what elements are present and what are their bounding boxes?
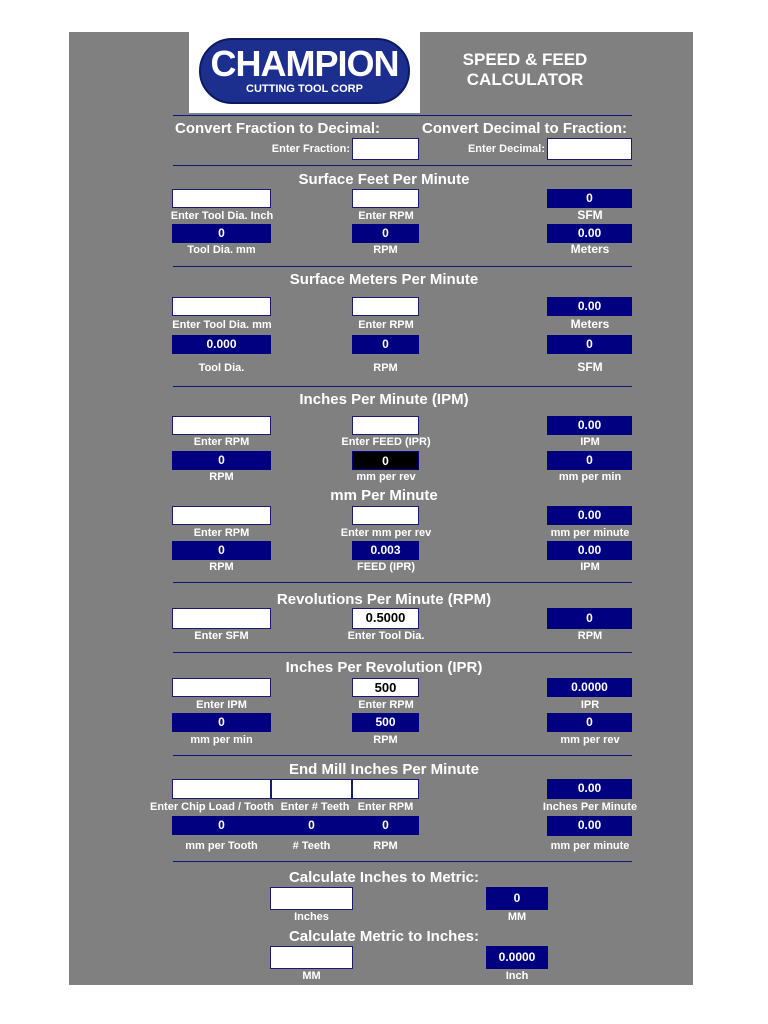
rpm-result: 0 bbox=[547, 608, 632, 629]
mmpm-mm-per-minute-result: 0.00 bbox=[547, 506, 632, 525]
smm-sfm-label: SFM bbox=[577, 360, 603, 374]
smm-sfm-result: 0 bbox=[547, 335, 632, 354]
ipm-rpm-result: 0 bbox=[172, 451, 271, 470]
sfm-rpm-result: 0 bbox=[352, 224, 419, 243]
divider bbox=[173, 386, 632, 387]
endmill-chip-load-label: Enter Chip Load / Tooth bbox=[150, 801, 274, 813]
metric-to-inch-input-label: MM bbox=[302, 970, 321, 982]
endmill-rpm-input[interactable] bbox=[352, 779, 419, 799]
ipm-rpm-input-label: Enter RPM bbox=[193, 436, 250, 448]
ipr-section-title: Inches Per Revolution (IPR) bbox=[285, 659, 483, 676]
ipm-rpm-label: RPM bbox=[209, 471, 234, 483]
ipm-mm-per-min-label: mm per min bbox=[558, 471, 622, 483]
ipr-rpm-input[interactable]: 500 bbox=[352, 678, 419, 697]
logo-subtitle: CUTTING TOOL CORP bbox=[246, 83, 363, 95]
mmpm-rpm-input[interactable] bbox=[172, 506, 271, 525]
ipr-result-label: IPR bbox=[580, 699, 600, 711]
ipr-mm-per-rev-label: mm per rev bbox=[560, 734, 620, 746]
mmpm-rpm-input-label: Enter RPM bbox=[193, 527, 250, 539]
mmpm-ipm-label: IPM bbox=[580, 561, 600, 573]
enter-fraction-label: Enter Fraction: bbox=[271, 143, 350, 155]
mmpm-ipm-result: 0.00 bbox=[547, 541, 632, 560]
fraction-input[interactable] bbox=[352, 138, 419, 160]
smm-tool-dia-result: 0.000 bbox=[172, 335, 271, 354]
endmill-rpm-input-label: Enter RPM bbox=[357, 801, 414, 813]
endmill-mm-per-tooth-result: 0 bbox=[172, 816, 271, 835]
ipr-mm-per-rev-result: 0 bbox=[547, 713, 632, 732]
ipm-feed-input[interactable] bbox=[352, 416, 419, 435]
ipm-mm-per-rev-label: mm per rev bbox=[356, 471, 416, 483]
divider bbox=[173, 652, 632, 653]
smm-tool-dia-mm-input[interactable] bbox=[172, 297, 271, 316]
sfm-tool-dia-inch-input[interactable] bbox=[172, 189, 271, 208]
rpm-section-title: Revolutions Per Minute (RPM) bbox=[276, 591, 492, 608]
endmill-ipm-result: 0.00 bbox=[547, 779, 632, 799]
app-title-line1: SPEED & FEED bbox=[462, 50, 588, 69]
smm-rpm-input-label: Enter RPM bbox=[358, 319, 414, 331]
ipr-result: 0.0000 bbox=[547, 678, 632, 697]
rpm-result-label: RPM bbox=[577, 630, 603, 642]
smm-rpm-result: 0 bbox=[352, 335, 419, 354]
mmpm-rpm-result: 0 bbox=[172, 541, 271, 560]
app-title-line2: CALCULATOR bbox=[466, 70, 584, 89]
sfm-rpm-input-label: Enter RPM bbox=[358, 210, 414, 222]
sfm-tool-dia-inch-label: Enter Tool Dia. Inch bbox=[170, 210, 274, 222]
endmill-rpm-result: 0 bbox=[352, 816, 419, 835]
sfm-tool-dia-mm: 0 bbox=[172, 224, 271, 243]
mmpm-feed-label: FEED (IPR) bbox=[356, 561, 416, 573]
smm-meters-result: 0.00 bbox=[547, 297, 632, 316]
endmill-rpm-label: RPM bbox=[373, 840, 398, 852]
ipr-ipm-input[interactable] bbox=[172, 678, 271, 697]
sfm-section-title: Surface Feet Per Minute bbox=[298, 171, 470, 188]
ipm-feed-input-label: Enter FEED (IPR) bbox=[341, 436, 431, 448]
sfm-tool-dia-mm-label: Tool Dia. mm bbox=[187, 244, 256, 256]
mmpm-section-title: mm Per Minute bbox=[330, 487, 438, 504]
ipm-result-label: IPM bbox=[580, 436, 600, 448]
decimal-to-fraction-title: Convert Decimal to Fraction: bbox=[422, 120, 628, 137]
smm-rpm-label: RPM bbox=[373, 362, 398, 374]
endmill-teeth-result: 0 bbox=[271, 816, 352, 835]
ipm-mm-per-min-result: 0 bbox=[547, 451, 632, 470]
metric-to-inch-input[interactable] bbox=[270, 946, 353, 969]
endmill-teeth-label: # Teeth bbox=[292, 840, 331, 852]
ipm-mm-per-rev-result: 0 bbox=[352, 451, 419, 470]
endmill-section-title: End Mill Inches Per Minute bbox=[288, 761, 480, 778]
enter-decimal-label: Enter Decimal: bbox=[467, 143, 545, 155]
smm-rpm-input[interactable] bbox=[352, 297, 419, 316]
smm-tool-dia-mm-label: Enter Tool Dia. mm bbox=[172, 319, 272, 331]
smm-tool-dia-label: Tool Dia. bbox=[198, 362, 245, 374]
sfm-rpm-label: RPM bbox=[373, 244, 398, 256]
divider bbox=[173, 861, 632, 862]
divider bbox=[173, 115, 632, 116]
endmill-chip-load-input[interactable] bbox=[172, 779, 271, 799]
rpm-sfm-input[interactable] bbox=[172, 608, 271, 629]
sfm-result: 0 bbox=[547, 189, 632, 208]
inch-to-metric-result: 0 bbox=[486, 887, 548, 910]
ipr-ipm-input-label: Enter IPM bbox=[196, 699, 247, 711]
divider bbox=[173, 165, 632, 166]
metric-to-inch-title: Calculate Metric to Inches: bbox=[288, 928, 480, 945]
decimal-input[interactable] bbox=[547, 138, 632, 160]
endmill-mm-per-minute-label: mm per minute bbox=[550, 840, 630, 852]
mmpm-mm-per-minute-label: mm per minute bbox=[550, 527, 630, 539]
logo bbox=[189, 32, 420, 113]
divider bbox=[173, 755, 632, 756]
ipr-rpm-input-label: Enter RPM bbox=[358, 699, 414, 711]
endmill-teeth-input-label: Enter # Teeth bbox=[280, 801, 350, 813]
ipr-rpm-label: RPM bbox=[373, 734, 398, 746]
ipr-mm-per-min-result: 0 bbox=[172, 713, 271, 732]
logo-badge bbox=[199, 38, 410, 104]
divider bbox=[173, 582, 632, 583]
sfm-rpm-input[interactable] bbox=[352, 189, 419, 208]
endmill-mm-per-tooth-label: mm per Tooth bbox=[185, 840, 258, 852]
inch-to-metric-input-label: Inches bbox=[294, 911, 329, 923]
metric-to-inch-result-label: Inch bbox=[505, 970, 529, 982]
ipr-mm-per-min-label: mm per min bbox=[190, 734, 253, 746]
sfm-result-label: SFM bbox=[577, 208, 603, 222]
inch-to-metric-input[interactable] bbox=[270, 887, 353, 910]
rpm-sfm-input-label: Enter SFM bbox=[194, 630, 249, 642]
smm-section-title: Surface Meters Per Minute bbox=[289, 271, 479, 288]
rpm-tool-dia-input-label: Enter Tool Dia. bbox=[347, 630, 425, 642]
ipm-rpm-input[interactable] bbox=[172, 416, 271, 435]
mmpm-rpm-label: RPM bbox=[209, 561, 234, 573]
inch-to-metric-title: Calculate Inches to Metric: bbox=[288, 869, 480, 886]
sfm-meters-result: 0.00 bbox=[547, 224, 632, 243]
inch-to-metric-result-label: MM bbox=[507, 911, 527, 923]
rpm-tool-dia-input[interactable]: 0.5000 bbox=[352, 608, 419, 629]
mmpm-mm-per-rev-input-label: Enter mm per rev bbox=[340, 527, 432, 539]
fraction-to-decimal-title: Convert Fraction to Decimal: bbox=[175, 120, 381, 137]
smm-meters-label: Meters bbox=[570, 317, 610, 331]
metric-to-inch-result: 0.0000 bbox=[486, 946, 548, 969]
endmill-mm-per-minute-result: 0.00 bbox=[547, 816, 632, 836]
endmill-ipm-label: Inches Per Minute bbox=[542, 801, 638, 813]
sfm-meters-label: Meters bbox=[570, 242, 610, 256]
divider bbox=[173, 266, 632, 267]
mmpm-feed-result: 0.003 bbox=[352, 541, 419, 560]
ipm-section-title: Inches Per Minute (IPM) bbox=[299, 391, 469, 408]
endmill-teeth-input[interactable] bbox=[271, 779, 352, 799]
logo-name: CHAMPION bbox=[210, 43, 399, 84]
ipm-result: 0.00 bbox=[547, 416, 632, 435]
mmpm-mm-per-rev-input[interactable] bbox=[352, 506, 419, 525]
ipr-rpm-result: 500 bbox=[352, 713, 419, 732]
